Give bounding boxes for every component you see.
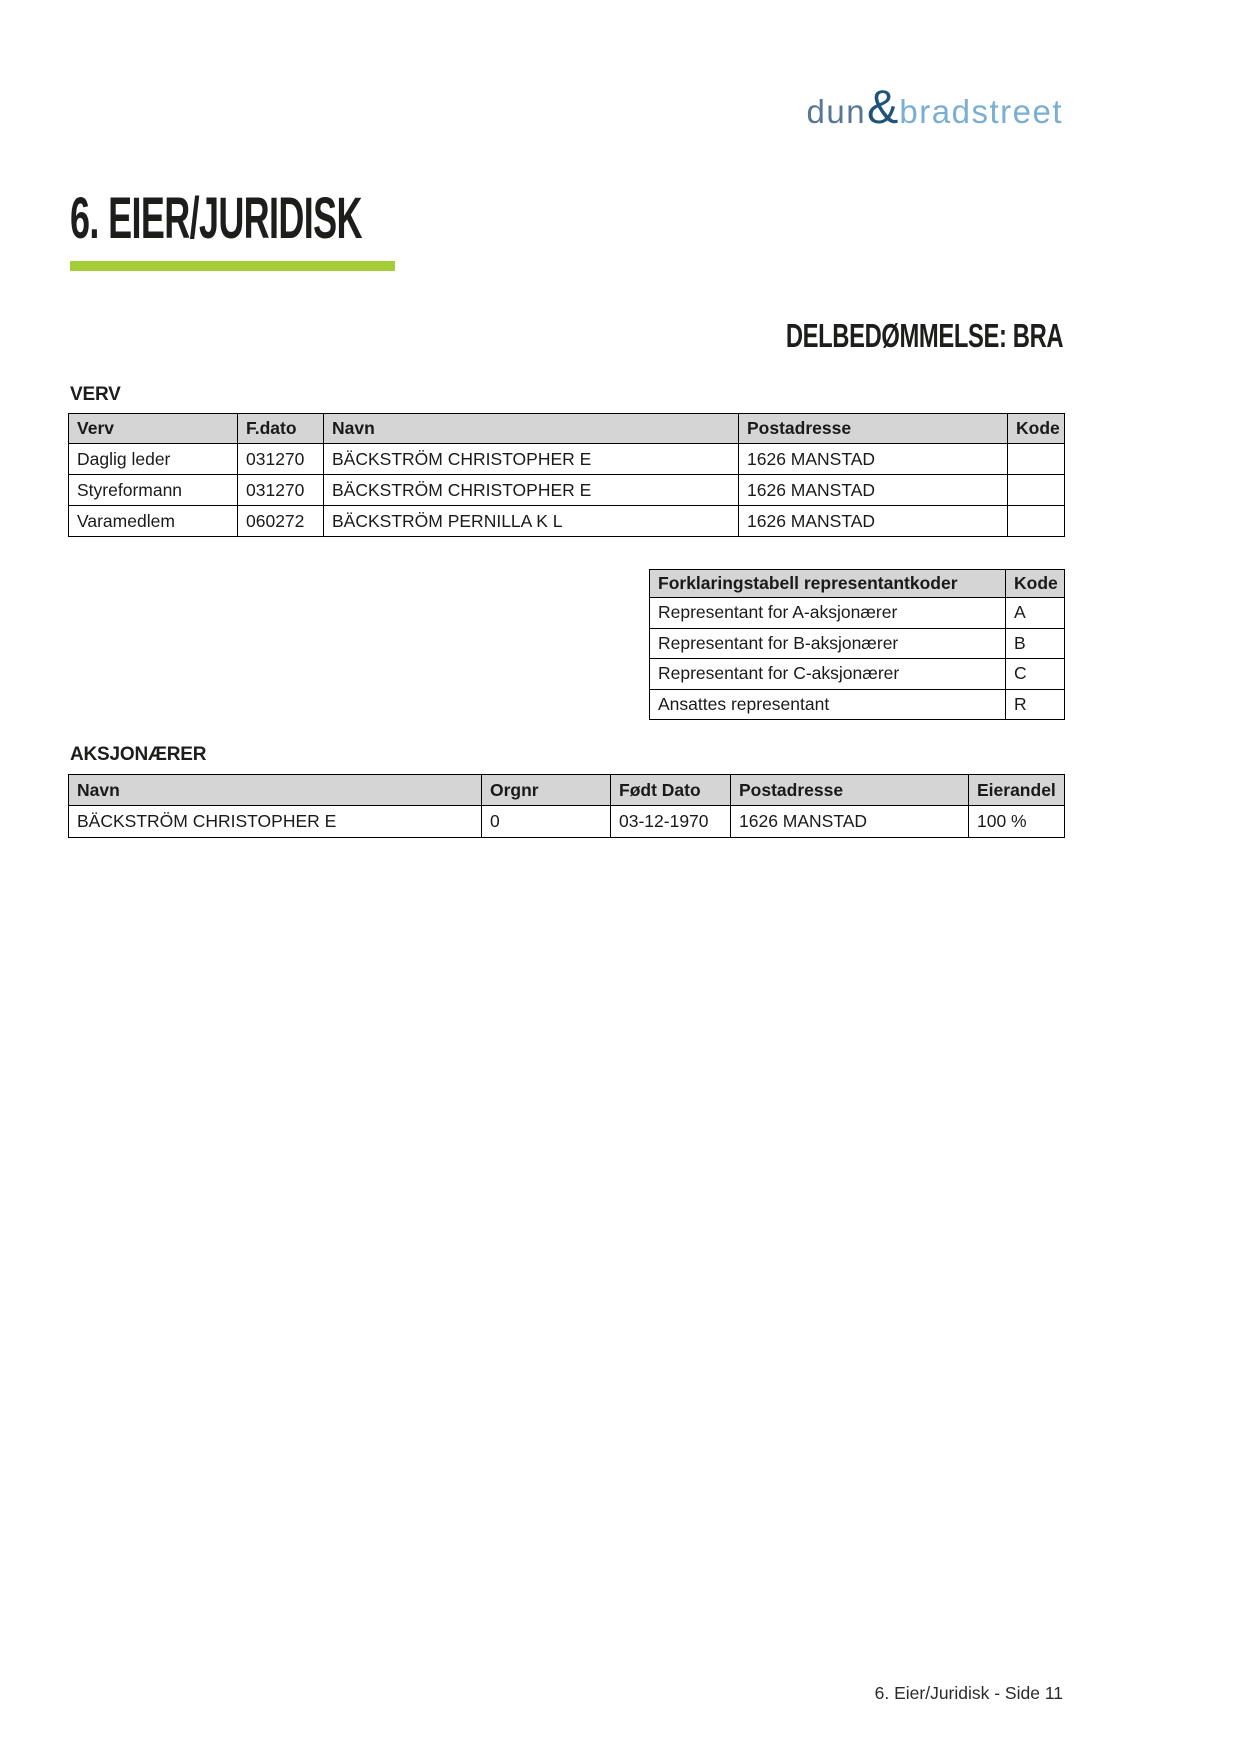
table-cell: R (1006, 689, 1065, 720)
table-cell: Varamedlem (69, 506, 238, 537)
table-cell: BÄCKSTRÖM CHRISTOPHER E (324, 475, 739, 506)
table-cell: 03-12-1970 (611, 806, 731, 838)
page-footer: 6. Eier/Juridisk - Side 11 (874, 1683, 1063, 1703)
representant-codes-table (649, 569, 1065, 720)
column-header: Postadresse (739, 414, 1008, 444)
table-cell (1008, 444, 1065, 475)
table-row (650, 659, 1065, 690)
table-cell: 031270 (238, 444, 324, 475)
column-header: Eierandel (969, 775, 1065, 806)
column-header: Kode (1008, 414, 1065, 444)
logo-ampersand-icon: & (867, 80, 899, 133)
table-cell: Ansattes representant (650, 689, 1006, 720)
verv-section-label: VERV (70, 384, 121, 405)
table-row (69, 475, 1065, 506)
column-header: Forklaringstabell representantkoder (650, 570, 1006, 598)
logo-bradstreet-text: bradstreet (899, 93, 1063, 130)
table-cell: B (1006, 628, 1065, 659)
table-cell: A (1006, 598, 1065, 629)
table-cell: 1626 MANSTAD (739, 475, 1008, 506)
logo-dun-text: dun (806, 93, 867, 130)
table-cell (1008, 475, 1065, 506)
verv-table (68, 413, 1065, 537)
column-header: Navn (324, 414, 739, 444)
table-cell: 1626 MANSTAD (731, 806, 969, 838)
table-cell: BÄCKSTRÖM CHRISTOPHER E (324, 444, 739, 475)
table-cell (1008, 506, 1065, 537)
table-cell: Representant for B-aksjonærer (650, 628, 1006, 659)
column-header: Orgnr (482, 775, 611, 806)
column-header: Verv (69, 414, 238, 444)
column-header: F.dato (238, 414, 324, 444)
table-header-row (69, 775, 1065, 806)
table-header-row (69, 414, 1065, 444)
table-row (69, 506, 1065, 537)
title-accent-bar (70, 261, 395, 271)
table-row (650, 628, 1065, 659)
table-cell: Styreformann (69, 475, 238, 506)
column-header: Født Dato (611, 775, 731, 806)
table-cell: 0 (482, 806, 611, 838)
column-header: Navn (69, 775, 482, 806)
table-cell: 1626 MANSTAD (739, 444, 1008, 475)
column-header: Kode (1006, 570, 1065, 598)
table-row (69, 806, 1065, 838)
table-cell: 060272 (238, 506, 324, 537)
assessment-heading: DELBEDØMMELSE: BRA (785, 317, 1063, 354)
table-row (650, 689, 1065, 720)
aksjonaerer-table (68, 774, 1065, 838)
aksjonaerer-section-label: AKSJONÆRER (70, 744, 207, 765)
table-cell: Representant for C-aksjonærer (650, 659, 1006, 690)
table-cell: C (1006, 659, 1065, 690)
table-cell: 100 % (969, 806, 1065, 838)
table-cell: BÄCKSTRÖM CHRISTOPHER E (69, 806, 482, 838)
column-header: Postadresse (731, 775, 969, 806)
table-row (69, 444, 1065, 475)
table-cell: BÄCKSTRÖM PERNILLA K L (324, 506, 739, 537)
table-header-row (650, 570, 1065, 598)
table-row (650, 598, 1065, 629)
table-cell: Daglig leder (69, 444, 238, 475)
dun-bradstreet-logo (806, 79, 1063, 134)
table-cell: Representant for A-aksjonærer (650, 598, 1006, 629)
page-title: 6. EIER/JURIDISK (70, 186, 362, 251)
table-cell: 031270 (238, 475, 324, 506)
table-cell: 1626 MANSTAD (739, 506, 1008, 537)
